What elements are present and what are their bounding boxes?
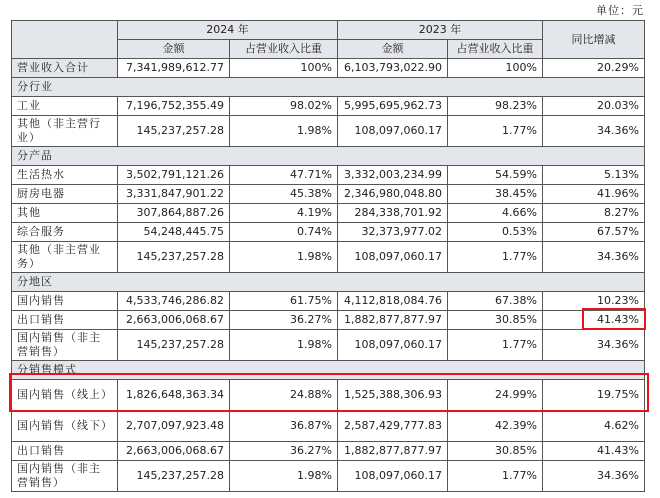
yoy-change: 41.43% (543, 442, 645, 461)
share-2024: 1.98% (230, 330, 338, 361)
table-row (12, 292, 645, 311)
share-2023: 54.59% (448, 166, 543, 185)
header-amount-2023: 金额 (338, 40, 448, 59)
table-row (12, 442, 645, 461)
share-2024: 36.27% (230, 311, 338, 330)
table-row (12, 223, 645, 242)
amount-2024: 2,663,006,068.67 (118, 311, 230, 330)
share-2024: 47.71% (230, 166, 338, 185)
amount-2024: 145,237,257.28 (118, 330, 230, 361)
section-header-row (12, 361, 645, 380)
share-2024: 36.87% (230, 411, 338, 442)
share-2024: 4.19% (230, 204, 338, 223)
table-row (12, 185, 645, 204)
table-row (12, 204, 645, 223)
share-2023: 1.77% (448, 242, 543, 273)
amount-2024: 145,237,257.28 (118, 242, 230, 273)
share-2024: 24.88% (230, 380, 338, 411)
yoy-change: 20.03% (543, 97, 645, 116)
amount-2024: 3,502,791,121.26 (118, 166, 230, 185)
table-row (12, 380, 645, 411)
share-2023: 24.99% (448, 380, 543, 411)
row-label: 国内销售（非主营销售） (12, 461, 118, 492)
amount-2023: 4,112,818,084.76 (338, 292, 448, 311)
unit-label: 单位：元 (596, 4, 644, 17)
yoy-change: 34.36% (543, 330, 645, 361)
share-2023: 42.39% (448, 411, 543, 442)
amount-2023: 2,587,429,777.83 (338, 411, 448, 442)
section-title: 分销售模式 (12, 361, 645, 380)
row-label: 营业收入合计 (12, 59, 118, 78)
amount-2024: 2,707,097,923.48 (118, 411, 230, 442)
share-2023: 38.45% (448, 185, 543, 204)
amount-2024: 145,237,257.28 (118, 116, 230, 147)
amount-2023: 1,525,388,306.93 (338, 380, 448, 411)
amount-2023: 2,346,980,048.80 (338, 185, 448, 204)
amount-2024: 2,663,006,068.67 (118, 442, 230, 461)
header-year-2024: 2024 年 (118, 21, 338, 40)
amount-2023: 32,373,977.02 (338, 223, 448, 242)
yoy-change: 4.62% (543, 411, 645, 442)
row-label: 国内销售（非主营销售） (12, 330, 118, 361)
amount-2023: 108,097,060.17 (338, 330, 448, 361)
amount-2023: 108,097,060.17 (338, 116, 448, 147)
amount-2024: 307,864,887.26 (118, 204, 230, 223)
row-label: 综合服务 (12, 223, 118, 242)
amount-2024: 1,826,648,363.34 (118, 380, 230, 411)
row-label: 国内销售（线下） (12, 411, 118, 442)
share-2023: 100% (448, 59, 543, 78)
header-share-2024: 占营业收入比重 (230, 40, 338, 59)
table-row (12, 116, 645, 147)
section-title: 分地区 (12, 273, 645, 292)
header-row-years (12, 21, 645, 40)
yoy-change: 34.36% (543, 116, 645, 147)
row-label: 出口销售 (12, 311, 118, 330)
share-2023: 1.77% (448, 116, 543, 147)
share-2024: 45.38% (230, 185, 338, 204)
row-label: 国内销售 (12, 292, 118, 311)
header-yoy: 同比增减 (543, 21, 645, 59)
table-row (12, 97, 645, 116)
row-label: 其他（非主营业务） (12, 242, 118, 273)
yoy-change: 10.23% (543, 292, 645, 311)
share-2024: 0.74% (230, 223, 338, 242)
share-2023: 30.85% (448, 442, 543, 461)
header-share-2023: 占营业收入比重 (448, 40, 543, 59)
amount-2023: 108,097,060.17 (338, 242, 448, 273)
row-label: 工业 (12, 97, 118, 116)
table-row (12, 311, 645, 330)
share-2024: 98.02% (230, 97, 338, 116)
row-label: 其他 (12, 204, 118, 223)
table-row (12, 166, 645, 185)
section-title: 分行业 (12, 78, 645, 97)
yoy-change: 34.36% (543, 242, 645, 273)
amount-2024: 7,196,752,355.49 (118, 97, 230, 116)
amount-2024: 145,237,257.28 (118, 461, 230, 492)
table-row (12, 461, 645, 492)
table-row (12, 330, 645, 361)
amount-2024: 4,533,746,286.82 (118, 292, 230, 311)
share-2023: 1.77% (448, 461, 543, 492)
total-row (12, 59, 645, 78)
share-2024: 36.27% (230, 442, 338, 461)
yoy-change: 41.96% (543, 185, 645, 204)
amount-2023: 1,882,877,877.97 (338, 442, 448, 461)
revenue-breakdown-table (11, 20, 645, 492)
share-2023: 1.77% (448, 330, 543, 361)
section-header-row (12, 147, 645, 166)
amount-2023: 1,882,877,877.97 (338, 311, 448, 330)
amount-2023: 108,097,060.17 (338, 461, 448, 492)
header-year-2023: 2023 年 (338, 21, 543, 40)
yoy-change: 41.43% (543, 311, 645, 330)
share-2024: 1.98% (230, 242, 338, 273)
row-label: 国内销售（线上） (12, 380, 118, 411)
amount-2023: 5,995,695,962.73 (338, 97, 448, 116)
header-amount-2024: 金额 (118, 40, 230, 59)
row-label: 生活热水 (12, 166, 118, 185)
table-row (12, 411, 645, 442)
amount-2024: 54,248,445.75 (118, 223, 230, 242)
yoy-change: 34.36% (543, 461, 645, 492)
row-label: 出口销售 (12, 442, 118, 461)
share-2023: 0.53% (448, 223, 543, 242)
share-2023: 4.66% (448, 204, 543, 223)
share-2023: 98.23% (448, 97, 543, 116)
row-label: 其他（非主营行业） (12, 116, 118, 147)
row-label: 厨房电器 (12, 185, 118, 204)
amount-2023: 284,338,701.92 (338, 204, 448, 223)
table-row (12, 242, 645, 273)
share-2023: 30.85% (448, 311, 543, 330)
section-header-row (12, 78, 645, 97)
header-blank-cell (12, 21, 118, 59)
section-title: 分产品 (12, 147, 645, 166)
amount-2024: 7,341,989,612.77 (118, 59, 230, 78)
share-2024: 61.75% (230, 292, 338, 311)
share-2024: 100% (230, 59, 338, 78)
yoy-change: 67.57% (543, 223, 645, 242)
share-2023: 67.38% (448, 292, 543, 311)
share-2024: 1.98% (230, 461, 338, 492)
section-header-row (12, 273, 645, 292)
amount-2023: 3,332,003,234.99 (338, 166, 448, 185)
yoy-change: 5.13% (543, 166, 645, 185)
amount-2023: 6,103,793,022.90 (338, 59, 448, 78)
yoy-change: 8.27% (543, 204, 645, 223)
yoy-change: 19.75% (543, 380, 645, 411)
amount-2024: 3,331,847,901.22 (118, 185, 230, 204)
share-2024: 1.98% (230, 116, 338, 147)
yoy-change: 20.29% (543, 59, 645, 78)
